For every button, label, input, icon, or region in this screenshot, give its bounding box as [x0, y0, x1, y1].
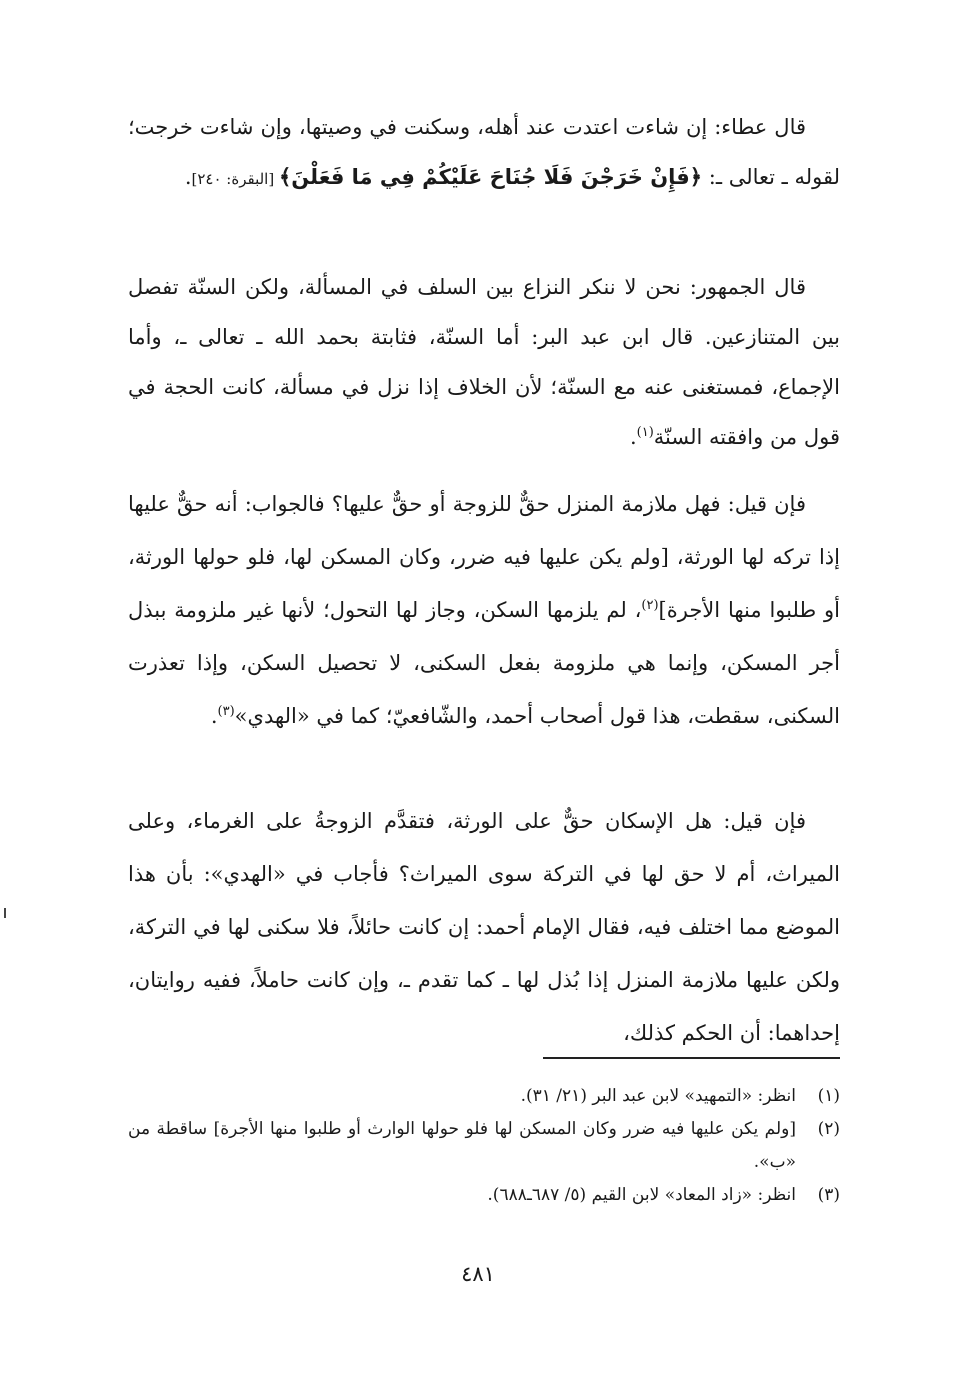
footnote-number: (٣)	[817, 1185, 840, 1205]
page-number: ٤٨١	[461, 1262, 495, 1286]
footnote-separator	[543, 1057, 840, 1059]
paragraph-end: .	[210, 704, 218, 728]
paragraph-jumhur	[128, 262, 840, 462]
paragraph-iskan	[128, 795, 840, 1060]
verse-reference: [البقرة: ٢٤٠]	[191, 170, 279, 188]
paragraph-mulazama	[128, 478, 840, 743]
paragraph-end: .	[184, 165, 192, 189]
paragraph-text-a: قال عطاء: إن شاءت اعتدت عند أهله، وسكنت في وصيتها، وإن شاءت خرجت؛ لقوله ـ تعالى ـ:	[128, 115, 840, 189]
footnote-marker-3[interactable]: (٣)	[217, 704, 235, 719]
footnote-marker-1[interactable]: (١)	[636, 425, 654, 440]
paragraph-end: .	[629, 425, 637, 449]
footnote-marker-2[interactable]: (٢)	[641, 598, 659, 613]
footnote-2	[128, 1113, 840, 1179]
paragraph-text-a: فإن قيل: فهل ملازمة المنزل حقٌّ للزوجة أو حقٌّ عليها؟ فالجواب: أنه حقٌّ عليها إذا تركه لها الورثة، [ولم يكن عليها فيه ضرر، وكان المسكن لها، فلو حولها الورثة، أو طلبوا منها الأجرة]	[128, 492, 840, 622]
footnote-3	[128, 1179, 840, 1212]
paragraph-text	[128, 478, 840, 743]
footnote-text: انظر: «زاد المعاد» لابن القيم (٥/ ٦٨٧ـ٦٨٨).	[487, 1185, 796, 1205]
footnote-text: [ولم يكن عليها فيه ضرر وكان المسكن لها فلو حولها الوارث أو طلبوا منها الأجرة] ساقطة من «ب».	[128, 1119, 796, 1172]
quran-verse: ﴿فَإِنْ خَرَجْنَ فَلَا جُنَاحَ عَلَيْكُمْ فِي مَا فَعَلْنَ﴾	[278, 165, 703, 189]
paragraph-text	[128, 102, 840, 204]
margin-mark	[4, 908, 6, 918]
footnote-text: انظر: «التمهيد» لابن عبد البر (٢١/ ٣١).	[520, 1086, 796, 1106]
paragraph-text: فإن قيل: هل الإسكان حقٌّ على الورثة، فتقدَّم الزوجةُ على الغرماء، وعلى الميراث، أم لا حق لها في التركة سوى الميراث؟ فأجاب في «الهدي»: بأن هذا الموضع مما اختلف فيه، فقال الإمام أحمد: إن كانت حائلاً، فلا سكنى لها في التركة، ولكن عليها ملازمة المنزل إذا بُذل لها ـ كما تقدم ـ، وإن كانت حاملاً، ففيه روايتان، إحداهما: أن الحكم كذلك،	[128, 809, 840, 1045]
paragraph-ata	[128, 102, 840, 204]
paragraph-body: قال الجمهور: نحن لا ننكر النزاع بين السلف في المسألة، ولكن السنّة تفصل بين المتنازعين. قال ابن عبد البر: أما السنّة، فثابتة بحمد الله ـ تعالى ـ، وأما الإجماع، فمستغنى عنه مع السنّة؛ لأن الخلاف إذا نزل في مسألة، كانت الحجة في قول من وافقته السنّة	[128, 275, 840, 449]
footnotes	[128, 1080, 840, 1212]
footnote-number: (١)	[817, 1086, 840, 1106]
footnote-number: (٢)	[817, 1119, 840, 1139]
paragraph-text-b: ، لم يلزمها السكن، وجاز لها التحول؛ لأنها غير ملزومة ببذل أجر المسكن، وإنما هي ملزومة بفعل السكنى، لا تحصيل السكن، وإذا تعذرت السكنى، سقطت، هذا قول أصحاب أحمد، والشّافعيّ؛ كما في «الهدي»	[128, 598, 840, 728]
footnote-1	[128, 1080, 840, 1113]
paragraph-text	[128, 262, 840, 462]
